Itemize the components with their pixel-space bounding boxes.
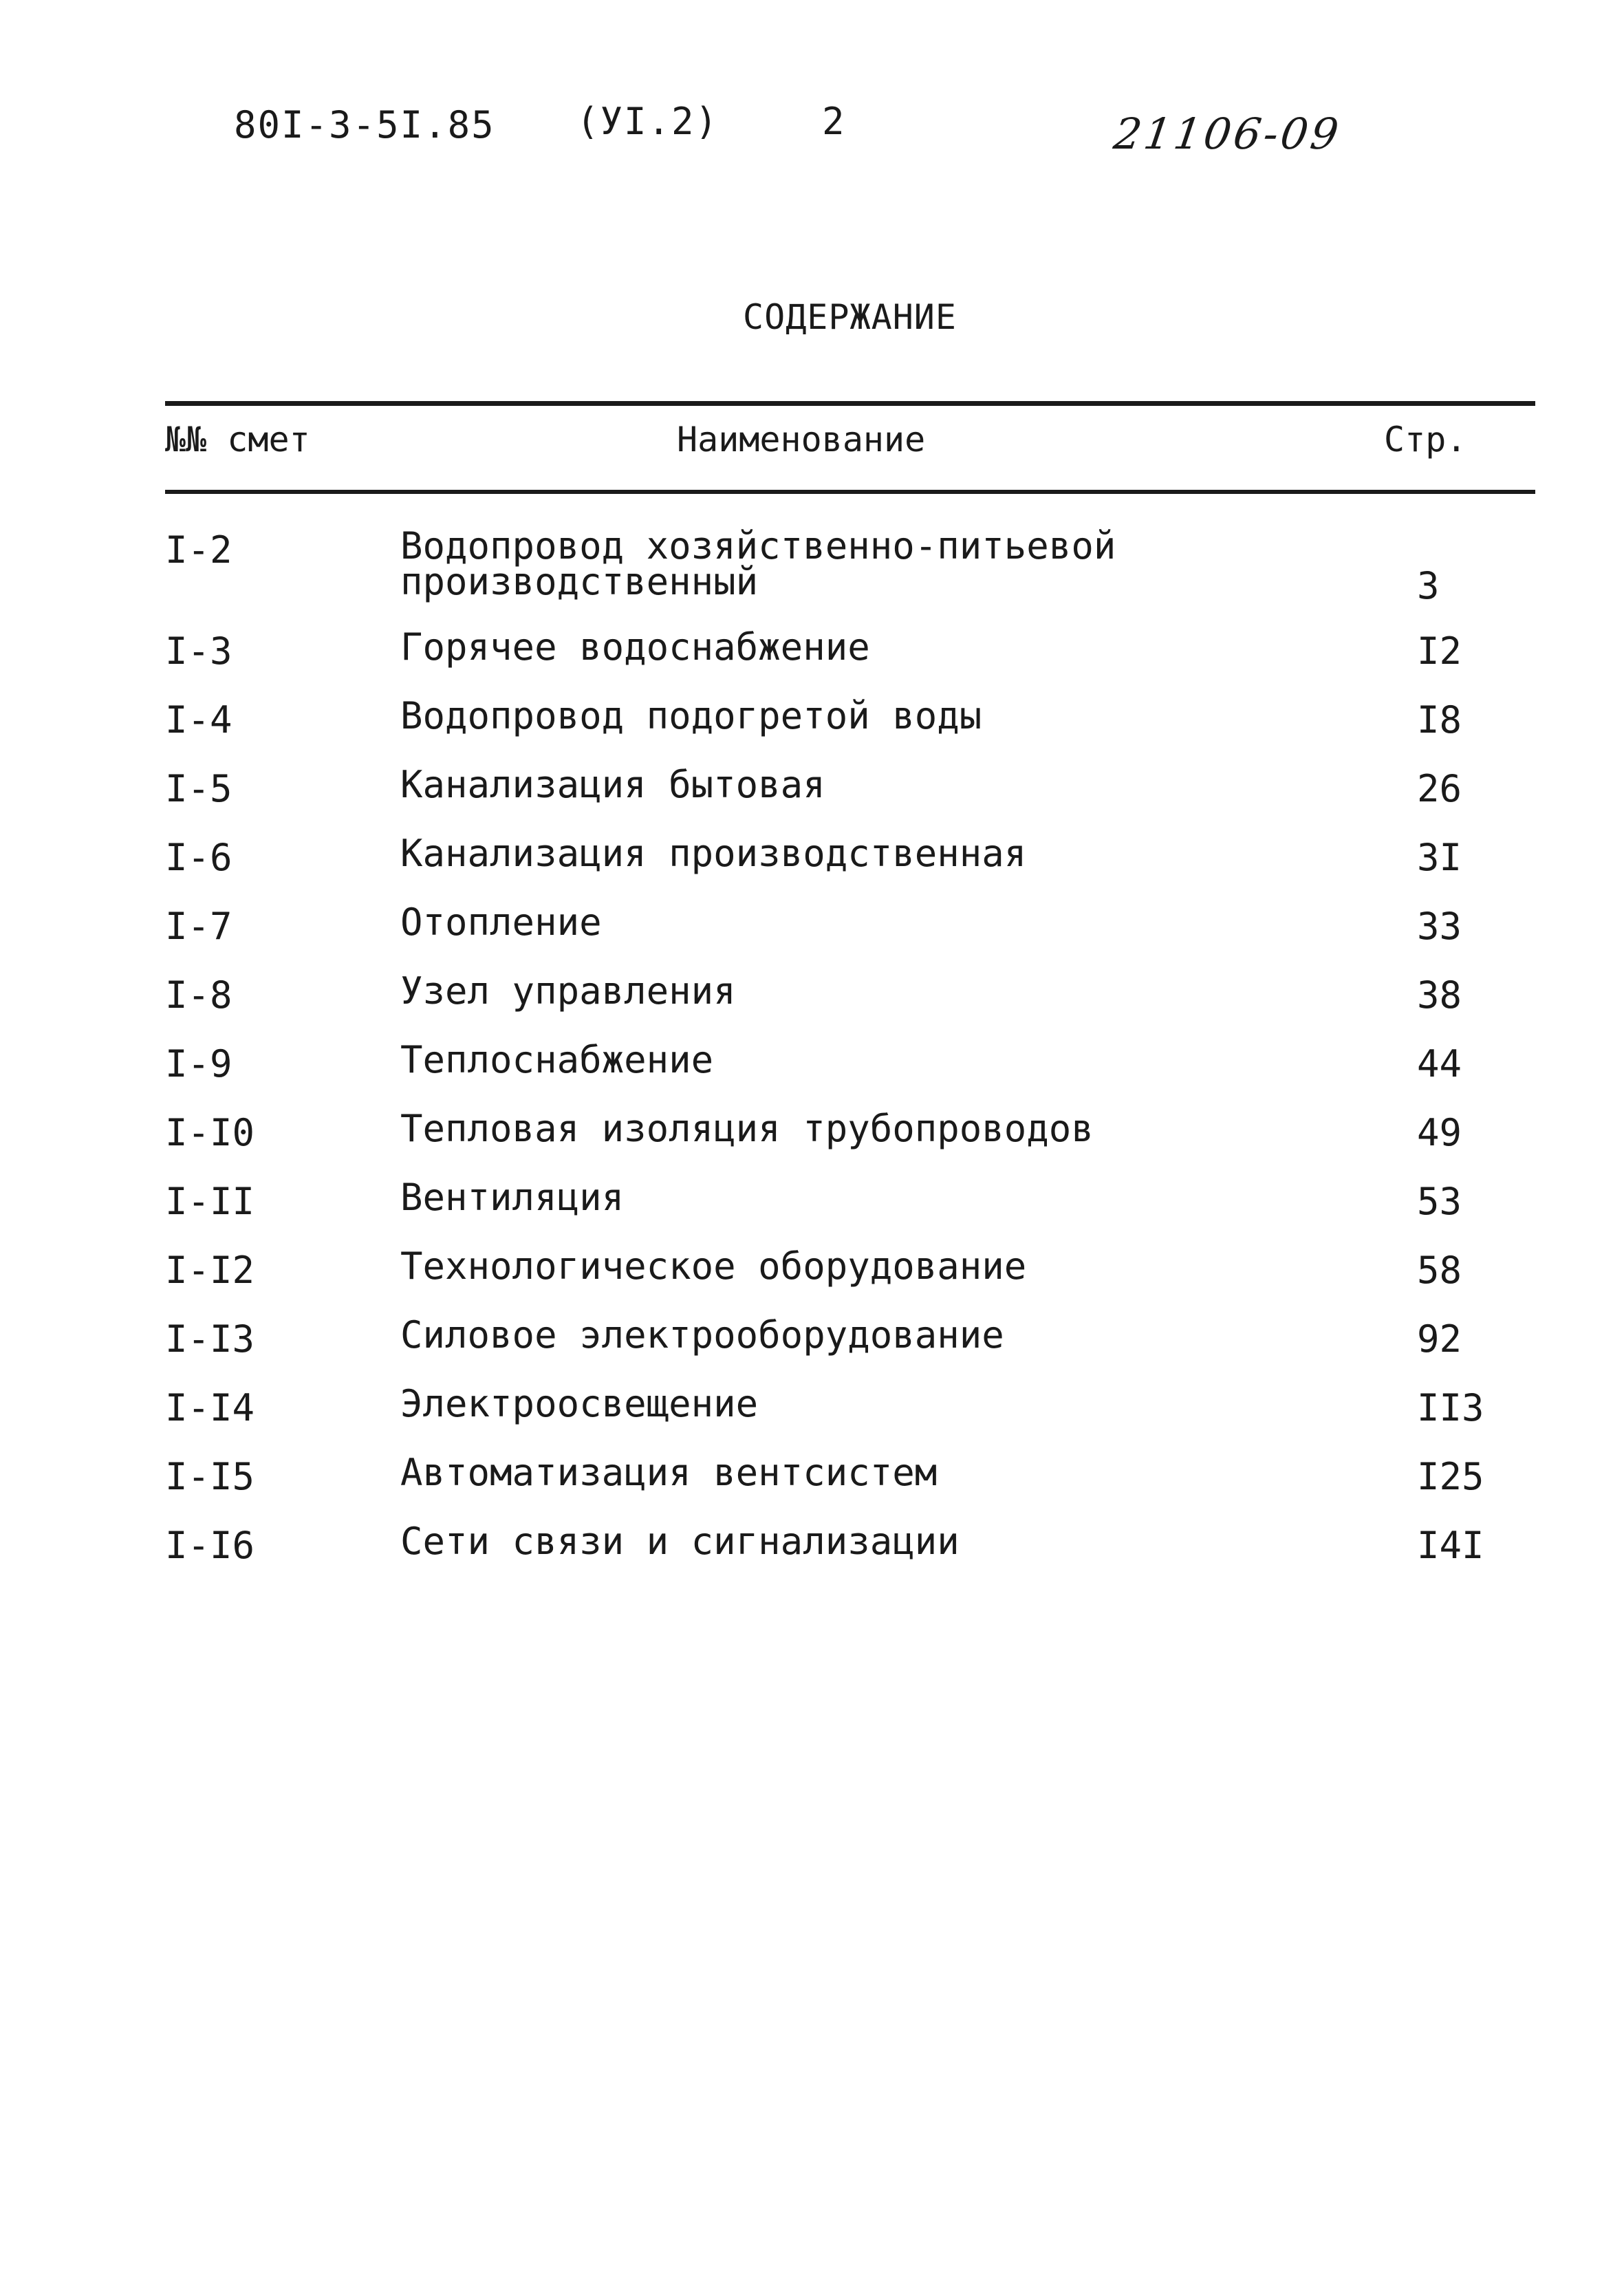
row-number: I-9	[165, 1042, 232, 1086]
row-name-line1: Водопровод хозяйственно-питьевой	[400, 524, 1116, 568]
row-page: I25	[1417, 1455, 1484, 1498]
table-row	[0, 1107, 1624, 1166]
row-name: Водопровод подогретой воды	[400, 694, 982, 737]
row-page: 3	[1417, 564, 1440, 607]
row-page: 92	[1417, 1317, 1462, 1361]
table-row	[0, 763, 1624, 822]
row-name: Технологическое оборудование	[400, 1244, 1027, 1288]
row-page: 44	[1417, 1042, 1462, 1086]
row-number: I-5	[165, 767, 232, 810]
table-row	[0, 1244, 1624, 1304]
row-number: I-I3	[165, 1317, 255, 1361]
row-number: I-I0	[165, 1111, 255, 1154]
row-name: Электроосвещение	[400, 1382, 759, 1425]
table-row	[0, 1520, 1624, 1579]
row-name: Сети связи и сигнализации	[400, 1520, 960, 1563]
row-number: I-I6	[165, 1524, 255, 1567]
row-page: II3	[1417, 1386, 1484, 1429]
row-page: 53	[1417, 1180, 1462, 1223]
row-number: I-7	[165, 905, 232, 948]
row-name: Узел управления	[400, 969, 736, 1013]
row-page: 33	[1417, 905, 1462, 948]
row-page: I2	[1417, 629, 1462, 673]
document-code: 80I-3-5I.85	[234, 103, 495, 147]
table-row	[0, 1313, 1624, 1372]
row-page: 58	[1417, 1249, 1462, 1292]
row-name-line2: производственный	[400, 560, 759, 603]
row-name: Отопление	[400, 900, 602, 944]
row-name: Канализация бытовая	[400, 763, 825, 806]
table-row	[0, 1176, 1624, 1235]
table-row	[0, 969, 1624, 1028]
table-row	[0, 524, 1624, 607]
row-number: I-8	[165, 973, 232, 1017]
row-page: 26	[1417, 767, 1462, 810]
handwritten-inventory-number: 21106-09	[1110, 109, 1345, 159]
row-name: Вентиляция	[400, 1176, 625, 1219]
row-page: 3I	[1417, 836, 1462, 879]
row-page: I8	[1417, 698, 1462, 742]
row-name: Автоматизация вентсистем	[400, 1451, 938, 1494]
row-name: Теплоснабжение	[400, 1038, 714, 1081]
row-number: I-I2	[165, 1249, 255, 1292]
row-name	[400, 524, 1116, 603]
table-row	[0, 694, 1624, 753]
table-row	[0, 625, 1624, 684]
row-number: I-4	[165, 698, 232, 742]
row-number: I-6	[165, 836, 232, 879]
table-row	[0, 1382, 1624, 1441]
row-name: Канализация производственная	[400, 832, 1027, 875]
row-name: Силовое электрооборудование	[400, 1313, 1004, 1357]
row-number: I-2	[165, 528, 232, 572]
page-title-text: СОДЕРЖАНИЕ	[742, 297, 957, 337]
table-row	[0, 1451, 1624, 1510]
table-row	[0, 900, 1624, 960]
volume-label: (УI.2)	[576, 100, 719, 143]
row-name: Тепловая изоляция трубопроводов	[400, 1107, 1094, 1150]
column-header-page: Стр.	[1384, 420, 1467, 460]
row-number: I-3	[165, 629, 232, 673]
page-number: 2	[822, 100, 846, 143]
column-header-number: №№ смет	[165, 420, 310, 460]
row-number: I-II	[165, 1180, 255, 1223]
table-row	[0, 1038, 1624, 1097]
row-number: I-I4	[165, 1386, 255, 1429]
row-page: I4I	[1417, 1524, 1484, 1567]
row-name: Горячее водоснабжение	[400, 625, 870, 669]
table-row	[0, 832, 1624, 891]
row-page: 38	[1417, 973, 1462, 1017]
row-number: I-I5	[165, 1455, 255, 1498]
row-page: 49	[1417, 1111, 1462, 1154]
column-header-name: Наименование	[677, 420, 926, 460]
